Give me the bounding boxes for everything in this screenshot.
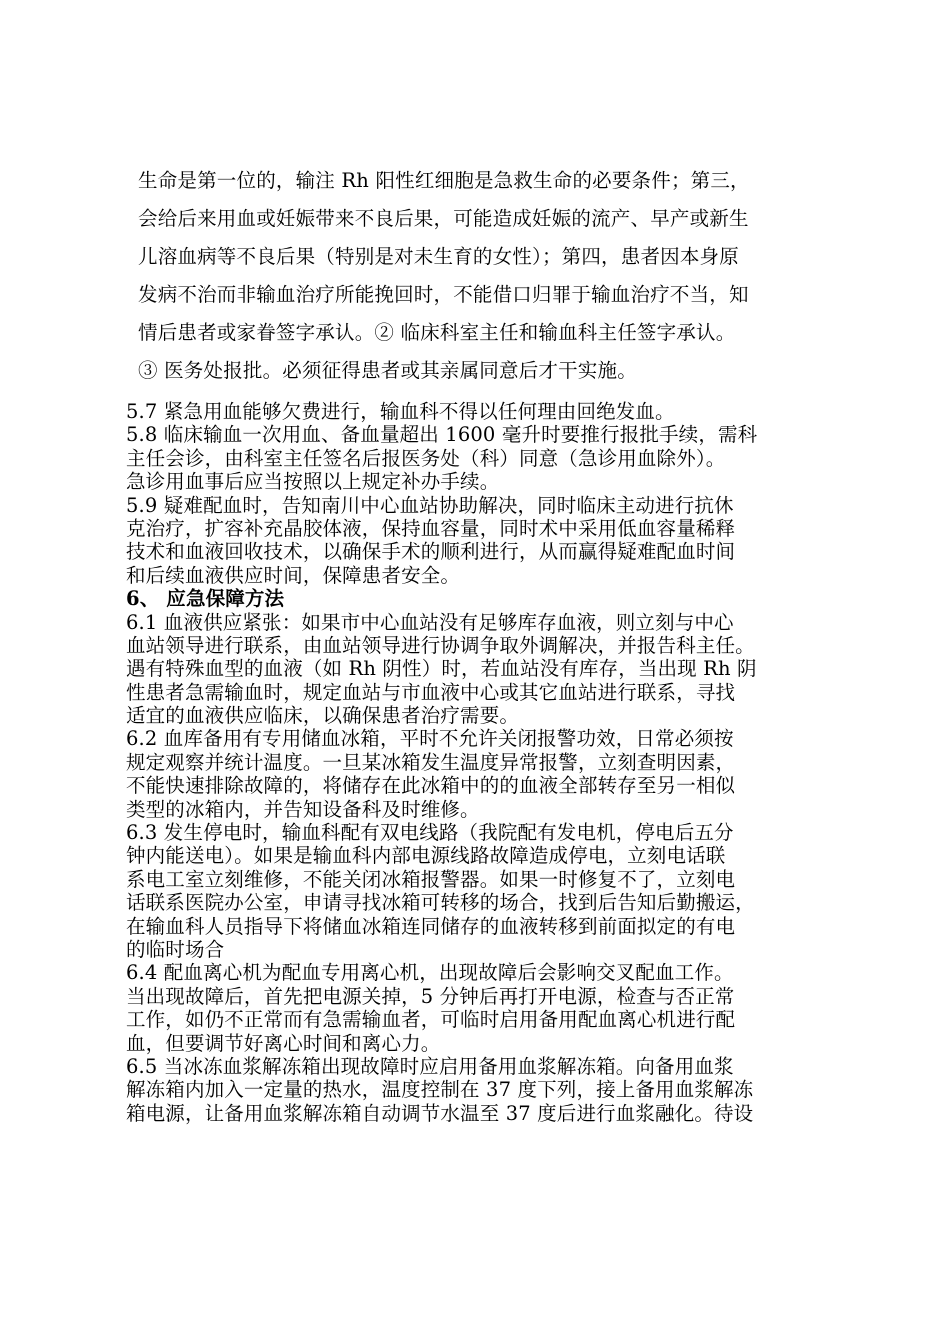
text-line: 急诊用血事后应当按照以上规定补办手续。	[126, 470, 500, 494]
text-line: 和后续血液供应时间，保障患者安全。	[126, 563, 461, 587]
text-line: 6.4 配血离心机为配血专用离心机，出现故障后会影响交叉配血工作。	[126, 961, 734, 985]
text-line: 生命是第一位的，输注 Rh 阳性红细胞是急救生命的必要条件；第三，	[138, 169, 750, 192]
text-line: 血站领导进行联系，由血站领导进行协调争取外调解决，并报告科主任。	[126, 633, 755, 657]
text-line: 箱电源，让备用血浆解冻箱自动调节水温至 37 度后进行血浆融化。待设	[126, 1101, 754, 1125]
text-line: 克治疗，扩容补充晶胶体液，保持血容量，同时术中采用低血容量稀释	[126, 516, 736, 540]
text-line: 性患者急需输血时，规定血站与市血液中心或其它血站进行联系，寻找	[126, 680, 736, 704]
text-line: 5.9 疑难配血时，告知南川中心血站协助解决，同时临床主动进行抗休	[126, 493, 734, 517]
text-line: 不能快速排除故障的，将储存在此冰箱中的的血液全部转存至另一相似	[126, 774, 736, 798]
section-heading: 6、 应急保障方法	[126, 587, 285, 611]
text-line: 6.2 血库备用有专用储血冰箱，平时不允许关闭报警功效，日常必须按	[126, 727, 734, 751]
text-line: 钟内能送电）。如果是输血科内部电源线路故障造成停电，立刻电话联	[126, 844, 726, 868]
text-line: 主任会诊，由科室主任签名后报医务处（科）同意（急诊用血除外）。	[126, 446, 726, 470]
text-line: 情后患者或家眷签字承认。② 临床科室主任和输血科主任签字承认。	[138, 321, 736, 344]
text-line: 6.1 血液供应紧张：如果市中心血站没有足够库存血液，则立刻与中心	[126, 610, 734, 634]
text-line: 类型的冰箱内，并告知设备科及时维修。	[126, 797, 480, 821]
text-line: 的临时场合	[126, 937, 225, 961]
text-line: 系电工室立刻维修，不能关闭冰箱报警器。如果一时修复不了，立刻电	[126, 867, 736, 891]
text-line: 儿溶血病等不良后果（特别是对未生育的女性）；第四，患者因本身原	[138, 245, 739, 268]
text-line: 话联系医院办公室，申请寻找冰箱可转移的场合，找到后告知后勤搬运，	[126, 891, 755, 915]
text-line: 会给后来用血或妊娠带来不良后果，可能造成妊娠的流产、早产或新生	[138, 207, 749, 230]
text-line: 6.3 发生停电时，输血科配有双电线路（我院配有发电机，停电后五分	[126, 821, 734, 845]
text-line: 技术和血液回收技术，以确保手术的顺利进行，从而赢得疑难配血时间	[126, 540, 736, 564]
text-line: 遇有特殊血型的血液（如 Rh 阴性）时，若血站没有库存，当出现 Rh 阴	[126, 657, 757, 681]
text-line: 当出现故障后，首先把电源关掉，5 分钟后再打开电源，检查与否正常	[126, 984, 735, 1008]
text-line: 工作，如仍不正常而有急需输血者，可临时启用备用配血离心机进行配	[126, 1008, 736, 1032]
text-line: 规定观察并统计温度。一旦某冰箱发生温度异常报警，立刻查明因素，	[126, 750, 736, 774]
text-line: 解冻箱内加入一定量的热水，温度控制在 37 度下列，接上备用血浆解冻	[126, 1078, 754, 1102]
text-line: 6.5 当冰冻血浆解冻箱出现故障时应启用备用血浆解冻箱。向备用血浆	[126, 1054, 734, 1078]
text-line: 适宜的血液供应临床，以确保患者治疗需要。	[126, 704, 520, 728]
main-text	[126, 400, 846, 1125]
text-line: 血，但要调节好离心时间和离心力。	[126, 1031, 441, 1055]
text-line: ③ 医务处报批。必须征得患者或其亲属同意后才干实施。	[138, 359, 637, 382]
text-line: 在输血科人员指导下将储血冰箱连同储存的血液转移到前面拟定的有电	[126, 914, 736, 938]
intro-paragraph	[138, 162, 838, 390]
text-line: 5.7 紧急用血能够欠费进行，输血科不得以任何理由回绝发血。	[126, 400, 675, 423]
text-line: 5.8 临床输血一次用血、备血量超出 1600 毫升时要推行报批手续，需科	[126, 423, 758, 447]
text-line: 发病不治而非输血治疗所能挽回时，不能借口归罪于输血治疗不当，知	[138, 283, 749, 306]
